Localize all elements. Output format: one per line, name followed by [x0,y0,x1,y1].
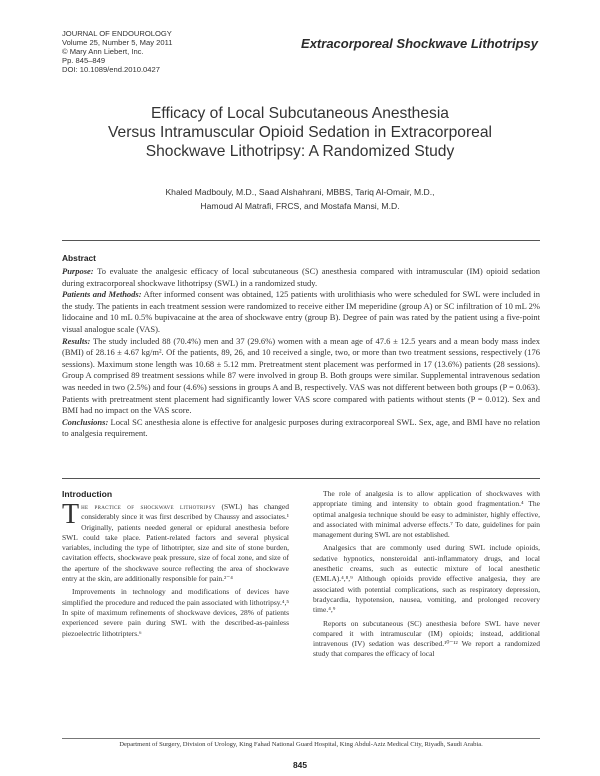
running-head: Extracorporeal Shockwave Lithotripsy [301,36,538,51]
intro-paragraph: Analgesics that are commonly used during SWL include opioids, sedative hypnotics, nonsteroidal anti-inflammatory drugs, and local anesthetic creams, such as eutectic mixture of local anesthetic (EMLA).⁴,⁸,⁹ Although opioids provide effective analgesia, they are associated with potential complications, such as respiratory depression, bradycardia, hypotension, nausea, vomiting, and prolonged recovery time.⁴,⁹ [313,543,540,615]
author-list [62,186,538,213]
divider [62,478,540,479]
authors-line: Khaled Madbouly, M.D., Saad Alshahrani, MBBS, Tariq Al-Omair, M.D., [165,187,435,197]
abstract-results [62,336,540,417]
title-line: Shockwave Lithotripsy: A Randomized Study [145,143,455,161]
abstract-body [62,266,540,440]
results-text: The study included 88 (70.4%) men and 37 (29.6%) women with a mean age of 47.6 ± 12.5 years and a mean body mass index (BMI) of 28.16 ± 4.67 kg/m². Of the patients, 89, 26, and 10 received a single, two, or more than two treatment sessions, respectively (176 sessions). Maximum stone length was 10.68 ± 5.12 mm. Pretreatment stent placement was performed in 17 (13.6%) patients (28 sessions). Group A comprised 89 treatment sessions while 87 were involved in group B. Both groups were similar. Supplemental intravenous sedation was needed in two (2.5%) and four (4.6%) sessions in groups A and B, respectively. VAS was not different between both groups (P = 0.063). Patients with pretreatment stent placement had significantly lower VAS score compared with patients without stents (P = 0.012). Sex and BMI had no impact on the VAS score. [62,335,540,416]
intro-paragraph: Reports on subcutaneous (SC) anesthesia before SWL have never compared it with intramuscular (IM) opioids; instead, additional intravenous (IV) sedation was described.¹⁰⁻¹² We report a randomized study that compares the efficacy of local [313,618,540,659]
right-column [313,489,540,660]
lead-in-smallcaps: he practice of shockwave lithotripsy [81,502,216,511]
authors-line: Hamoud Al Matrafi, FRCS, and Mostafa Mansi, M.D. [200,200,400,211]
intro-text: (SWL) has changed considerably since it was first described by Chaussy and associates.¹ Originally, patients needed general or epidural anesthesia before SWL could take place. Patient-related factors and several physical variables, including the type of lithotripter, size and site of stone burden, cavitation effects, shockwave peak pressure, size of focal zone, and size of the aperture of the shockwave source reflecting the area of shockwave entry at the skin, are additionally responsible for pain.²⁻⁴ [62,502,289,584]
intro-paragraph [62,499,289,584]
article-title [62,104,538,162]
journal-meta [62,30,172,75]
journal-name: JOURNAL OF ENDOUROLOGY [62,29,172,38]
title-line: Efficacy of Local Subcutaneous Anesthesia [151,105,449,122]
methods-label: Patients and Methods: [62,289,142,300]
journal-pages: Pp. 845–849 [62,55,106,65]
divider [62,240,540,241]
journal-doi: DOI: 10.1089/end.2010.0427 [62,64,160,74]
abstract-methods [62,289,540,335]
journal-copyright: © Mary Ann Liebert, Inc. [62,46,144,56]
abstract-purpose [62,266,540,289]
drop-cap: T [62,499,80,530]
title-line: Versus Intramuscular Opioid Sedation in Extracorporeal [108,124,492,142]
footnote-rule [62,738,540,739]
intro-paragraph: The role of analgesia is to allow application of shockwaves with appropriate timing and intensity to obtain good fragmentation.⁴ The optimal analgesia technique should be easy to administer, highly effective, and associated with minimal adverse effects.⁷ To date, guidelines for pain management during SWL are not established. [313,489,540,540]
intro-paragraph: Improvements in technology and modifications of devices have simplified the procedure and reduced the pain associated with lithotripsy.⁴,⁵ In spite of maximum refinements of shockwave devices, 28% of patients experienced severe pain during SWL with the described-as-painless piezoelectric lithotripters.⁶ [62,587,289,638]
methods-text: After informed consent was obtained, 125 patients with urolithiasis who were scheduled for SWL were included in the study. The patients in each treatment session were randomized to receive either IM meperidine (group A) or SC infiltration of 10 mL 2% lidocaine and 10 mL 0.5% bupivacaine at the area of shockwave entry (group B). Degree of pain was rated by the patient using a five-point visual analogue scale (VAS). [62,289,541,334]
purpose-label: Purpose: [62,266,94,276]
abstract-conclusions [62,417,540,440]
conclusions-text: Local SC anesthesia alone is effective for analgesic purposes during extracorporeal SWL. Sex, age, and BMI have no relation to analgesia requirement. [62,416,541,439]
left-column [62,499,289,639]
purpose-text: To evaluate the analgesic efficacy of local subcutaneous (SC) anesthesia compared with intramuscular (IM) opioid sedation during extracorporeal shockwave lithotripsy (SWL) in a randomized study. [62,266,540,288]
introduction-heading: Introduction [62,489,113,499]
conclusions-label: Conclusions: [62,416,109,427]
page-number: 845 [293,760,307,770]
affiliation-footnote: Department of Surgery, Division of Urology, King Fahad National Guard Hospital, King Abdul-Aziz Medical City, Riyadh, Saudi Arabia. [119,741,483,748]
results-label: Results: [62,335,91,346]
abstract-heading: Abstract [62,253,96,263]
journal-volume: Volume 25, Number 5, May 2011 [62,37,173,47]
